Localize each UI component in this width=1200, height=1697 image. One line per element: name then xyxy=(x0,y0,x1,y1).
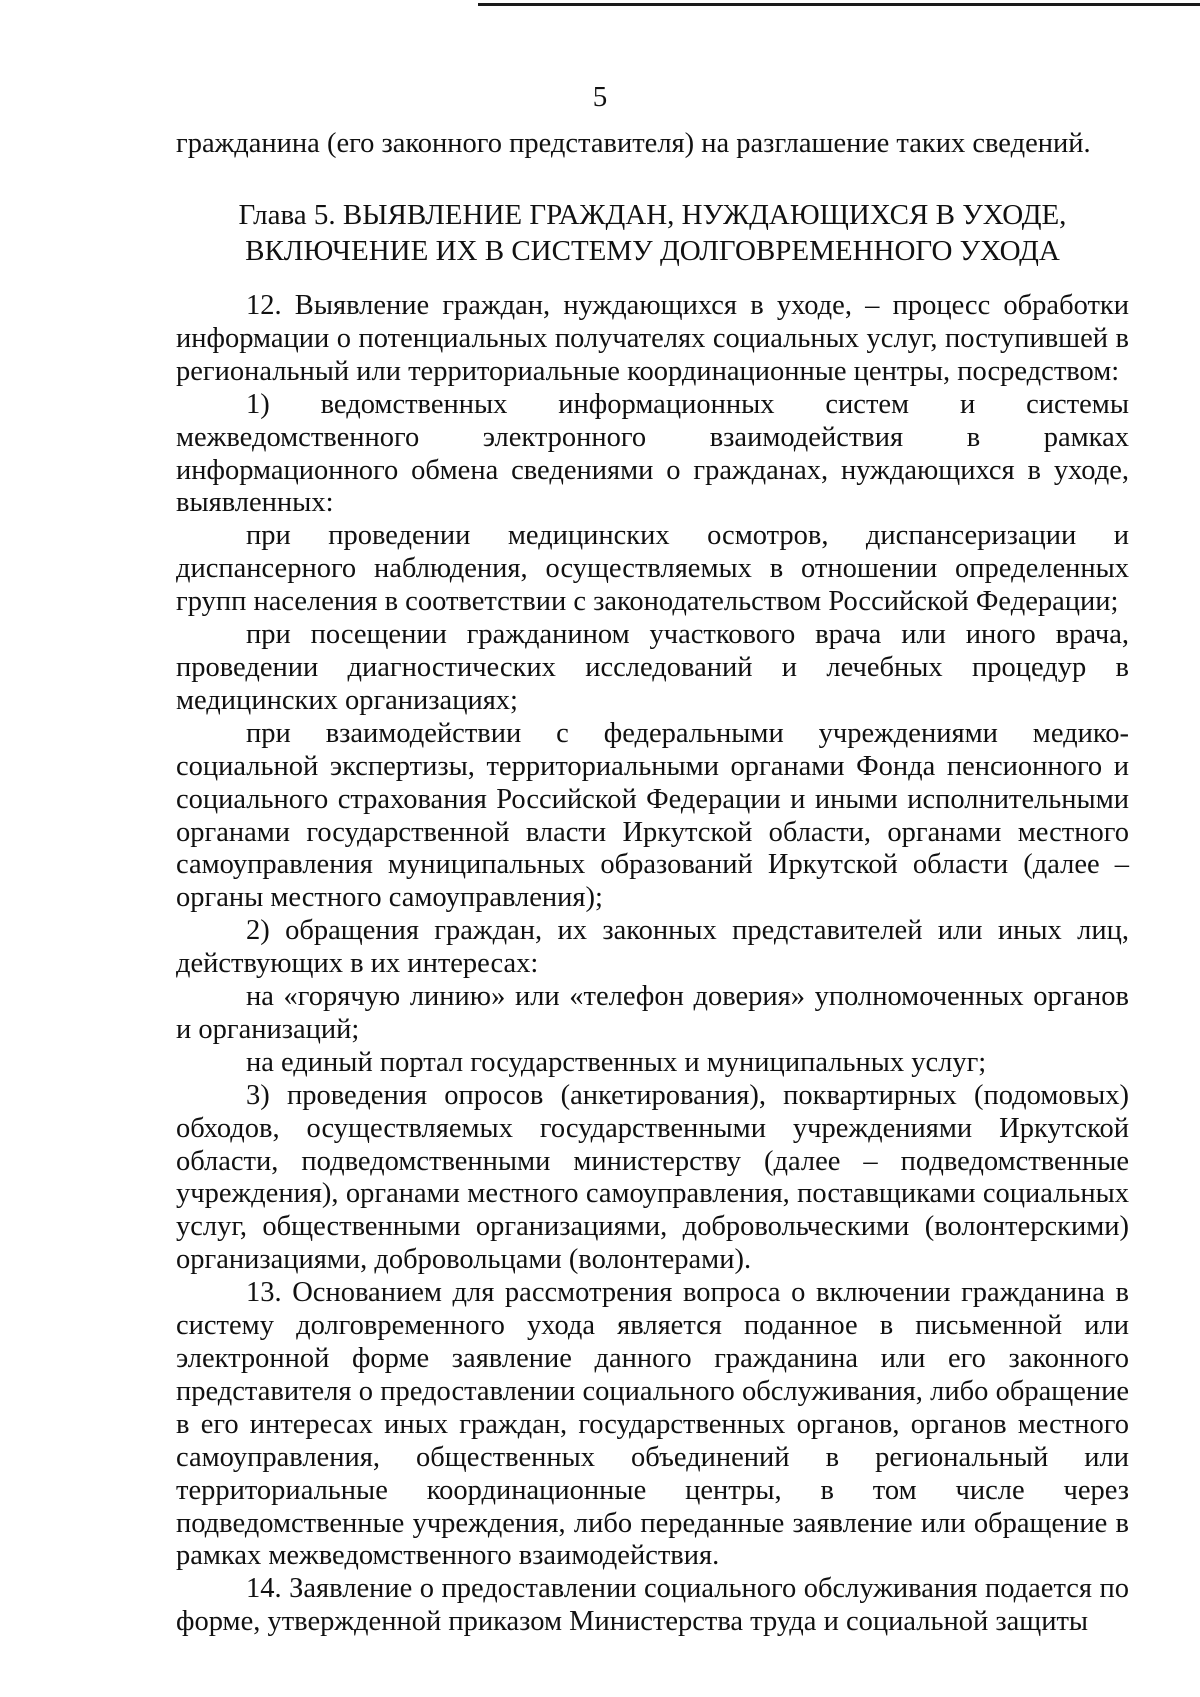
chapter-title xyxy=(176,197,1129,269)
continued-text-line: гражданина (его законного представителя) на разглашение таких сведений. xyxy=(176,128,1091,159)
paragraph-14: 14. Заявление о предоставлении социального обслуживания подается по форме, утвержденной приказом Министерства труда и социальной защиты xyxy=(176,1573,1129,1638)
paragraph-12-item-1-c: при взаимодействии с федеральными учреждениями медико-социальной экспертизы, территориальными органами Фонда пенсионного и социального страхования Российской Федерации и иными исполнительными органами государственной власти Иркутской области, органами местного самоуправления муниципальных образований Иркутской области (далее – органы местного самоуправления); xyxy=(176,717,1129,914)
chapter-title-line-1: Глава 5. ВЫЯВЛЕНИЕ ГРАЖДАН, НУЖДАЮЩИХСЯ В УХОДЕ, xyxy=(238,199,1067,231)
top-border-line xyxy=(478,3,1200,6)
paragraph-12-item-3: 3) проведения опросов (анкетирования), поквартирных (подомовых) обходов, осуществляемых государственными учреждениями Иркутской области, подведомственными министерству (далее – подведомственные учреждения), органами местного самоуправления, поставщиками социальных услуг, общественными организациями, добровольческими (волонтерскими) организациями, добровольцами (волонтерами). xyxy=(176,1079,1129,1276)
chapter-title-line-2: ВКЛЮЧЕНИЕ ИХ В СИСТЕМУ ДОЛГОВРЕМЕННОГО УХОДА xyxy=(245,235,1060,267)
page-number: 5 xyxy=(592,81,608,113)
paragraph-12-item-1-a: при проведении медицинских осмотров, диспансеризации и диспансерного наблюдения, осуществляемых в отношении определенных групп населения в соответствии с законодательством Российской Федерации; xyxy=(176,520,1129,618)
paragraph-12-item-1: 1) ведомственных информационных систем и системы межведомственного электронного взаимодействия в рамках информационного обмена сведениями о гражданах, нуждающихся в уходе, выявленных: xyxy=(176,388,1129,519)
paragraph-12-item-2-b: на единый портал государственных и муниципальных услуг; xyxy=(246,1046,987,1078)
paragraph-12: 12. Выявление граждан, нуждающихся в уходе, – процесс обработки информации о потенциальных получателях социальных услуг, поступившей в региональный или территориальные координационные центры, посредством: xyxy=(176,290,1129,387)
paragraph-12-item-1-b: при посещении гражданином участкового врача или иного врача, проведении диагностических исследований и лечебных процедур в медицинских организациях; xyxy=(176,619,1129,716)
paragraph-12-item-2-a: на «горячую линию» или «телефон доверия» уполномоченных органов и организаций; xyxy=(176,981,1129,1045)
paragraph-12-item-2: 2) обращения граждан, их законных представителей или иных лиц, действующих в их интересах: xyxy=(176,915,1129,980)
paragraph-13: 13. Основанием для рассмотрения вопроса о включении гражданина в систему долговременного ухода является поданное в письменной или электронной форме заявление данного гражданина или его законного представителя о предоставлении социального обслуживания, либо обращение в его интересах иных граждан, государственных органов, органов местного самоуправления, общественных объединений в региональный или территориальные координационные центры, в том числе через подведомственные учреждения, либо переданные заявление или обращение в рамках межведомственного взаимодействия. xyxy=(176,1277,1129,1572)
document-body xyxy=(176,290,1129,1639)
